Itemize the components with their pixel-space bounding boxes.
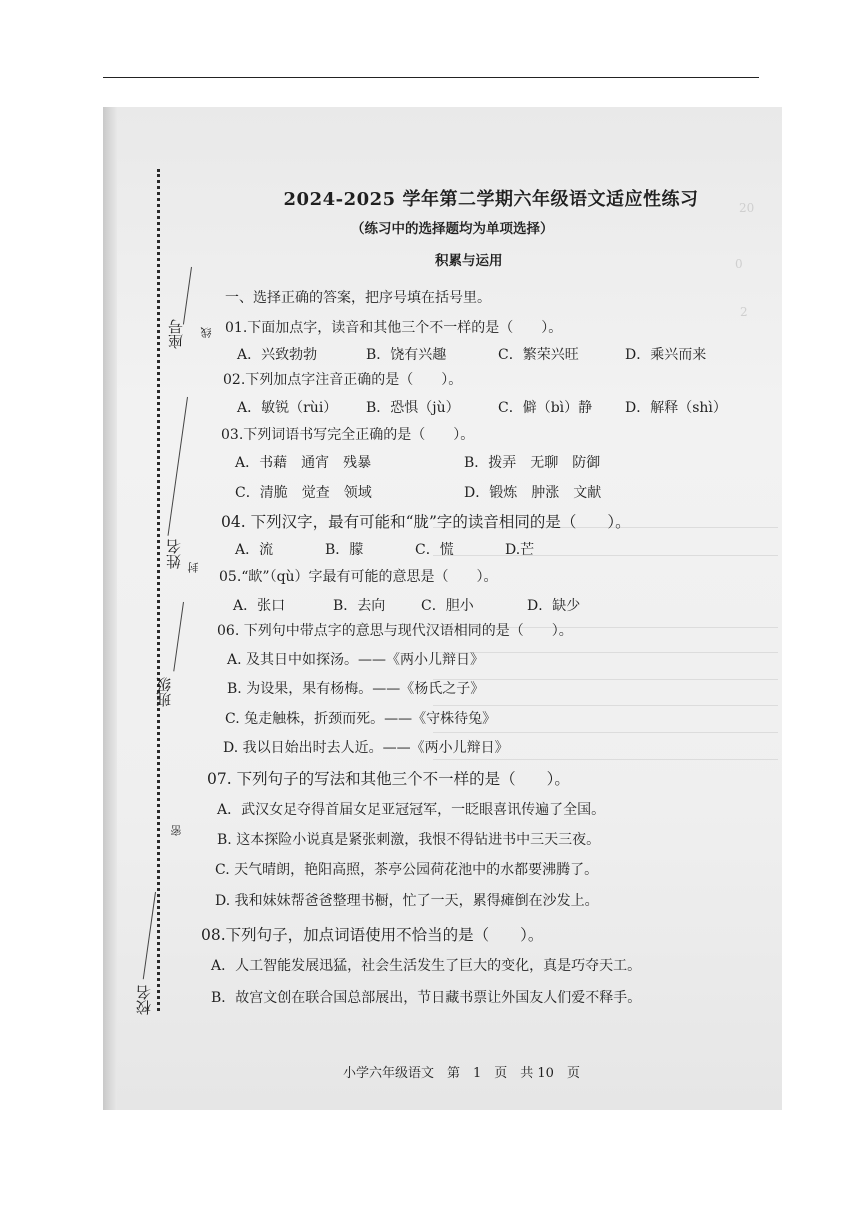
name-label: 姓名 bbox=[165, 539, 183, 569]
option-b: B．恐惧（jù） bbox=[366, 400, 460, 416]
header-rule bbox=[103, 77, 759, 78]
seat-label: 座号 bbox=[167, 319, 185, 349]
option-d: D．乘兴而来 bbox=[625, 347, 707, 363]
bleed-line bbox=[433, 555, 778, 556]
option-c: C．清脆 觉查 领域 bbox=[235, 485, 372, 501]
option-c: C. 兔走触株，折颈而死。——《守株待兔》 bbox=[225, 711, 497, 727]
bleed-through: 0 bbox=[735, 257, 743, 271]
photo-shadow-edge bbox=[103, 107, 117, 1110]
option-d: D．缺少 bbox=[527, 598, 581, 614]
option-d: D．解释（shì） bbox=[625, 400, 727, 416]
question-stem: 07. 下列句子的写法和其他三个不一样的是（ ）。 bbox=[207, 770, 570, 788]
option-a: A．张口 bbox=[233, 598, 286, 614]
option-b: B. 这本探险小说真是紧张刺激，我恨不得钻进书中三天三夜。 bbox=[217, 832, 601, 848]
bleed-line bbox=[433, 732, 778, 733]
option-a: A．书藉 通宵 残暴 bbox=[235, 455, 372, 471]
option-b: B．故宫文创在联合国总部展出，节日藏书票让外国友人们爱不释手。 bbox=[211, 990, 642, 1006]
name-underline bbox=[168, 397, 188, 536]
option-c: C. 天气晴朗，艳阳高照，茶亭公园荷花池中的水都要沸腾了。 bbox=[215, 862, 599, 878]
option-b: B．拨弄 无聊 防御 bbox=[464, 455, 601, 471]
bleed-line bbox=[433, 679, 778, 680]
option-c: C．繁荣兴旺 bbox=[498, 347, 579, 363]
option-d: D.芒 bbox=[505, 542, 535, 558]
question-stem: 04. 下列汉字，最有可能和“胧”字的读音相同的是（ ）。 bbox=[221, 513, 631, 531]
class-underline bbox=[173, 602, 184, 671]
option-a: A．兴致勃勃 bbox=[237, 347, 318, 363]
option-a: A. 及其日中如探汤。——《两小儿辩日》 bbox=[227, 652, 485, 668]
question-stem: 01.下面加点字，读音和其他三个不一样的是（ ）。 bbox=[225, 320, 563, 336]
option-c: C．僻（bì）静 bbox=[498, 400, 593, 416]
option-b: B．饶有兴趣 bbox=[366, 347, 447, 363]
option-a: A．敏锐（rùi） bbox=[237, 400, 338, 416]
option-a: A．武汉女足夺得首届女足亚冠冠军，一眨眼喜讯传遍了全国。 bbox=[217, 802, 606, 818]
bleed-line bbox=[433, 759, 778, 760]
option-d: D．锻炼 肿涨 文献 bbox=[464, 485, 602, 501]
seat-underline bbox=[183, 267, 192, 325]
exam-photo bbox=[103, 107, 782, 1110]
line-char: 线 bbox=[200, 327, 213, 338]
question-stem: 05.“欪”（qù）字最有可能的意思是（ ）。 bbox=[219, 569, 498, 585]
page-footer: 小学六年级语文 第 1 页 共 10 页 bbox=[343, 1066, 580, 1081]
exam-title: 2024-2025 学年第二学期六年级语文适应性练习 bbox=[283, 189, 699, 210]
bleed-line bbox=[433, 705, 778, 706]
question-stem: 06. 下列句中带点字的意思与现代汉语相同的是（ ）。 bbox=[217, 623, 573, 639]
option-b: B．朦 bbox=[325, 542, 364, 558]
seal-char: 封 bbox=[187, 562, 200, 573]
option-b: B．去向 bbox=[333, 598, 386, 614]
bleed-through: 20 bbox=[739, 201, 755, 215]
option-a: A．流 bbox=[235, 542, 274, 558]
school-label: 校名 bbox=[135, 985, 153, 1015]
question-stem: 08.下列句子，加点词语使用不恰当的是（ ）。 bbox=[201, 926, 544, 944]
class-label: 班级 bbox=[155, 677, 173, 707]
question-stem: 02.下列加点字注音正确的是（ ）。 bbox=[223, 372, 463, 388]
option-a: A．人工智能发展迅猛，社会生活发生了巨大的变化，真是巧夺天工。 bbox=[211, 958, 642, 974]
instructions: 一、选择正确的答案，把序号填在括号里。 bbox=[225, 290, 491, 306]
option-d: D. 我以日始出时去人近。——《两小儿辩日》 bbox=[223, 740, 509, 756]
option-b: B. 为设果，果有杨梅。——《杨氏之子》 bbox=[227, 681, 485, 697]
secret-char: 密 bbox=[170, 825, 183, 836]
option-c: C．胆小 bbox=[421, 598, 474, 614]
bleed-line bbox=[433, 652, 778, 653]
bleed-through: 2 bbox=[740, 305, 748, 319]
exam-subtitle: （练习中的选择题均为单项选择） bbox=[351, 221, 554, 237]
binding-dotted-line bbox=[157, 169, 160, 1011]
option-d: D. 我和妹妹帮爸爸整理书橱，忙了一天，累得瘫倒在沙发上。 bbox=[215, 893, 599, 909]
question-stem: 03.下列词语书写完全正确的是（ ）。 bbox=[221, 427, 475, 443]
school-underline bbox=[143, 892, 156, 979]
section-heading: 积累与运用 bbox=[435, 253, 503, 269]
option-c: C．慌 bbox=[415, 542, 454, 558]
